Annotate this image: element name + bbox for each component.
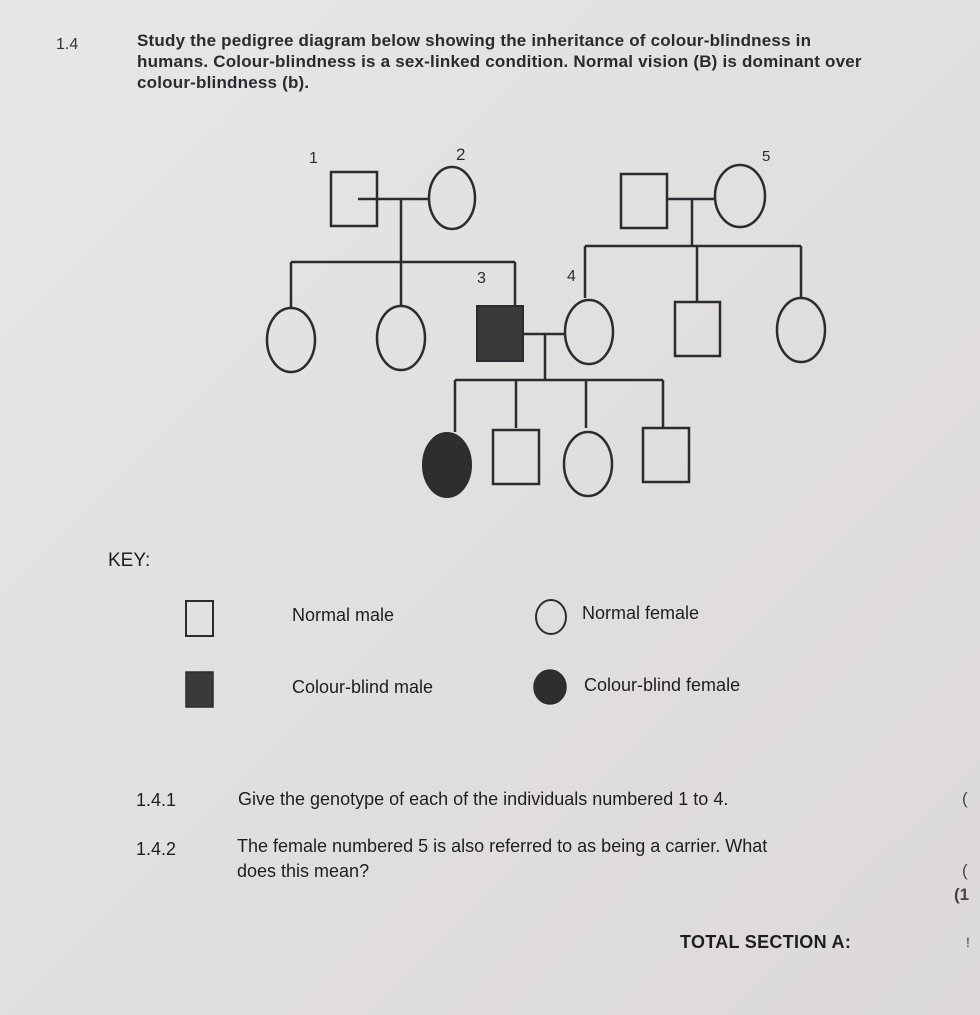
individual-3-colour-blind-male	[477, 306, 523, 361]
subquestion-2-number: 1.4.2	[136, 839, 177, 859]
key-colour-blind-female-label: Colour-blind female	[584, 675, 741, 695]
gen1-right-male	[621, 174, 667, 228]
key-normal-male-label: Normal male	[292, 605, 395, 625]
gen2-daughter-1	[267, 308, 315, 372]
label-individual-4: 4	[567, 268, 576, 285]
section-mark: (1	[954, 885, 970, 904]
question-number: 1.4	[56, 36, 79, 53]
key-colour-blind-male-symbol	[183, 669, 217, 711]
subquestion-2-mark: (	[962, 861, 968, 880]
gen3-son-1	[493, 430, 539, 484]
gen3-son-2	[643, 428, 689, 482]
gen2-daughter-2	[377, 306, 425, 370]
key-colour-blind-male-label: Colour-blind male	[292, 677, 434, 697]
label-individual-3: 3	[477, 270, 486, 287]
key-normal-female-symbol	[532, 596, 570, 638]
subquestion-2-text-line1: The female numbered 5 is also referred to as being a carrier. What	[237, 836, 768, 856]
gen2-daughter	[777, 298, 825, 362]
individual-4-female	[565, 300, 613, 364]
individual-5-female	[715, 165, 765, 227]
label-individual-2: 2	[456, 145, 466, 164]
key-normal-male-symbol	[183, 598, 217, 640]
gen2-son	[675, 302, 720, 356]
total-section-a: TOTAL SECTION A:	[680, 932, 852, 952]
total-mark: !	[966, 934, 970, 950]
subquestion-2-text-line2: does this mean?	[237, 861, 370, 881]
question-intro: Study the pedigree diagram below showing the inheritance of colour-blindness in humans. Colour-blindness is a sex-linked condition. Normal vision (B) is dominant over colour-blindness (b).	[137, 31, 862, 92]
individual-2-female	[429, 167, 475, 229]
gen3-daughter-2	[564, 432, 612, 496]
subquestion-1-number: 1.4.1	[136, 790, 177, 810]
subquestion-1-text: Give the genotype of each of the individuals numbered 1 to 4.	[238, 789, 729, 809]
label-individual-5: 5	[762, 148, 771, 165]
key-title: KEY:	[108, 550, 151, 571]
label-individual-1: 1	[309, 150, 318, 167]
key-colour-blind-female-symbol	[530, 666, 570, 708]
key-normal-female-label: Normal female	[582, 603, 700, 623]
subquestion-1-mark: (	[962, 789, 968, 808]
gen3-colour-blind-daughter	[423, 433, 471, 497]
